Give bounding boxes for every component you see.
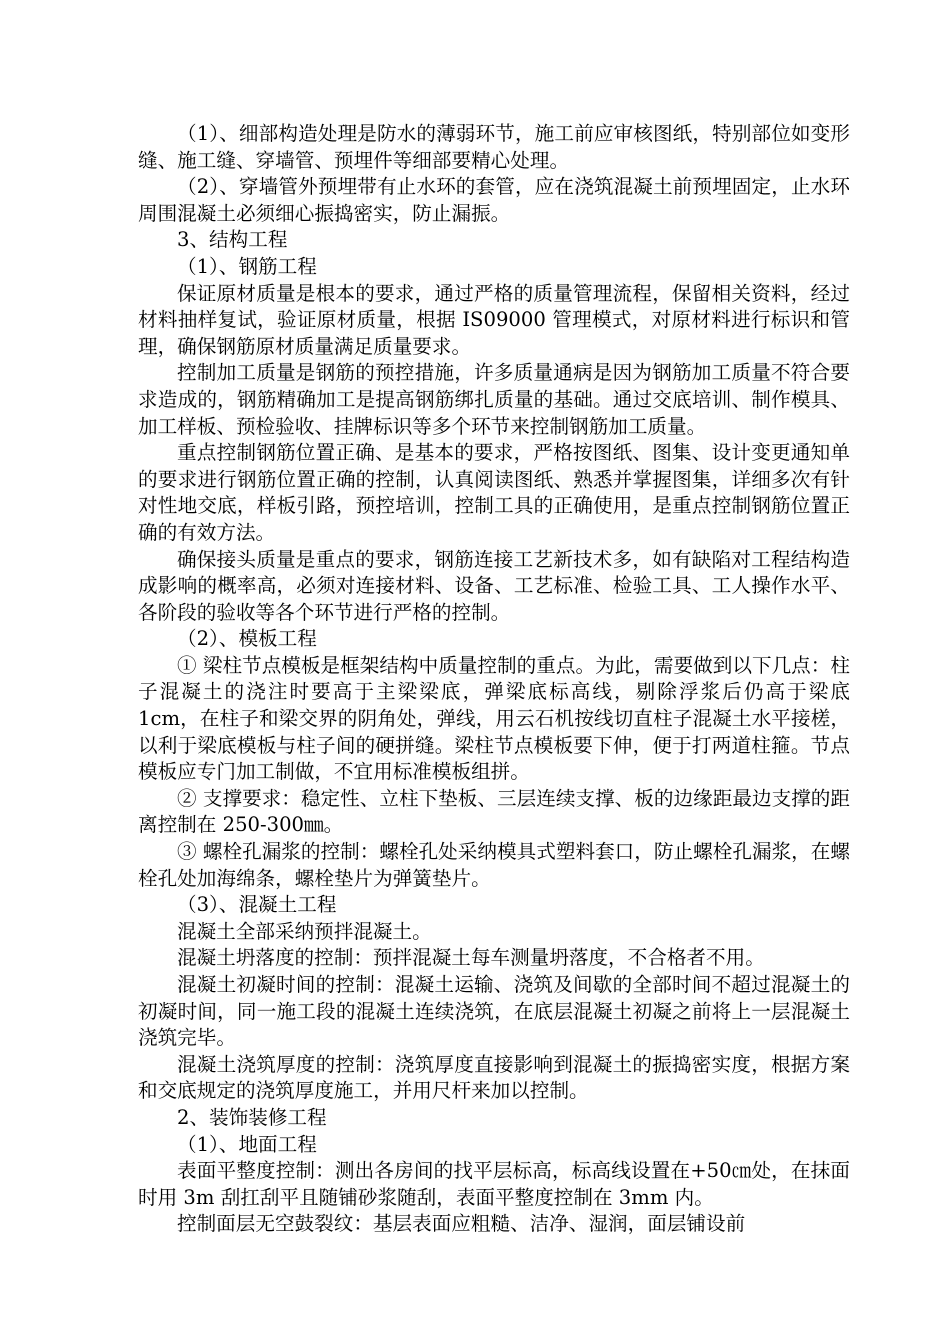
paragraph-processing-quality: 控制加工质量是钢筋的预控措施，许多质量通病是因为钢筋加工质量不符合要求造成的，钢筋精确加工是提高钢筋绑扎质量的基础。通过交底培训、制作模具、加工样板、预检验收、挂牌标识等多个环节来控制钢筋加工质量。 bbox=[138, 361, 850, 438]
paragraph-hollow-crack-control: 控制面层无空鼓裂纹：基层表面应粗糙、洁净、湿润，面层铺设前 bbox=[177, 1212, 746, 1236]
document-page bbox=[138, 121, 850, 1238]
paragraph-detail-construction: （1）、细部构造处理是防水的薄弱环节，施工前应审核图纸，特别部位如变形缝、施工缝、穿墙管、预埋件等细部要精心处理。 bbox=[138, 122, 850, 172]
paragraph-raw-material-quality: 保证原材质量是根本的要求，通过严格的质量管理流程，保留相关资料，经过材料抽样复试，验证原材质量，根据 IS09000 管理模式，对原材料进行标识和管理，确保钢筋原材质量满足质量要求。 bbox=[138, 281, 850, 358]
paragraph-support-requirements: ② 支撑要求：稳定性、立柱下垫板、三层连续支撑、板的边缘距最边支撑的距离控制在 250-300㎜。 bbox=[138, 786, 850, 837]
paragraph-beam-column-formwork: ① 梁柱节点模板是框架结构中质量控制的重点。为此，需要做到以下几点：柱子混凝土的浇注时要高于主梁梁底，弹梁底标高线，剔除浮浆后仍高于梁底 1cm，在柱子和梁交界的阴角处，弹线，用云石机按线切直柱子混凝土水平接槎，以利于梁底模板与柱子间的硬拼缝。梁柱节点模板要下伸，便于打两道柱箍。节点模板应专门加工制做，不宜用标准模板组拼。 bbox=[138, 653, 850, 784]
paragraph-rebar-position: 重点控制钢筋位置正确、是基本的要求，严格按图纸、图集、设计变更通知单的要求进行钢筋位置正确的控制，认真阅读图纸、熟悉并掌握图集，详细多次有针对性地交底，样板引路，预控培训，控制工具的正确使用，是重点控制钢筋位置正确的有效方法。 bbox=[138, 441, 850, 544]
heading-structural-works: 3、结构工程 bbox=[177, 228, 288, 252]
paragraph-pour-thickness: 混凝土浇筑厚度的控制：浇筑厚度直接影响到混凝土的振捣密实度，根据方案和交底规定的浇筑厚度施工，并用尺杆来加以控制。 bbox=[138, 1052, 850, 1103]
heading-floor-works: （1）、地面工程 bbox=[177, 1132, 317, 1156]
paragraph-joint-quality: 确保接头质量是重点的要求，钢筋连接工艺新技术多，如有缺陷对工程结构造成影响的概率高，必须对连接材料、设备、工艺标准、检验工具、工人操作水平、各阶段的验收等各个环节进行严格的控制。 bbox=[138, 547, 850, 624]
paragraph-wall-pipe: （2）、穿墙管外预埋带有止水环的套管，应在浇筑混凝土前预埋固定，止水环周围混凝土必须细心振捣密实，防止漏振。 bbox=[138, 175, 850, 225]
paragraph-ready-mix: 混凝土全部采纳预拌混凝土。 bbox=[177, 919, 432, 943]
paragraph-initial-setting: 混凝土初凝时间的控制：混凝土运输、浇筑及间歇的全部时间不超过混凝土的初凝时间，同一施工段的混凝土连续浇筑，在底层混凝土初凝之前将上一层混凝土浇筑完毕。 bbox=[138, 973, 850, 1050]
heading-concrete-works: （3）、混凝土工程 bbox=[177, 893, 337, 917]
paragraph-bolt-hole-leakage: ③ 螺栓孔漏浆的控制：螺栓孔处采纳模具式塑料套口，防止螺栓孔漏浆，在螺栓孔处加海绵条，螺栓垫片为弹簧垫片。 bbox=[138, 840, 850, 890]
paragraph-flatness-control: 表面平整度控制：测出各房间的找平层标高，标高线设置在+50㎝处，在抹面时用 3m 刮扛刮平且随铺砂浆随刮，表面平整度控制在 3mm 内。 bbox=[138, 1159, 850, 1209]
heading-formwork-works: （2）、模板工程 bbox=[177, 627, 317, 651]
heading-decoration-works: 2、装饰装修工程 bbox=[177, 1105, 327, 1129]
heading-rebar-works: （1）、钢筋工程 bbox=[177, 254, 317, 278]
paragraph-slump-control: 混凝土坍落度的控制：预拌混凝土每车测量坍落度，不合格者不用。 bbox=[177, 946, 765, 970]
